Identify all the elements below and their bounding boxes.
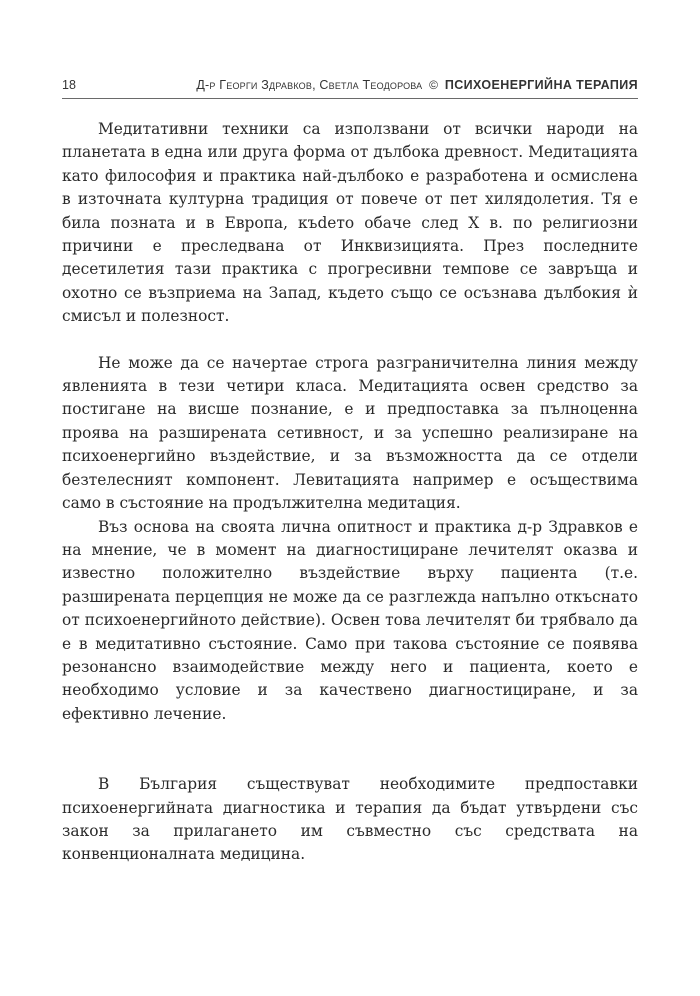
paragraph-classes-boundary: Не може да се начертае строга разграничителна линия между явленията в тези четири класа. Медитацията освен средство за постигане на висше познание, е и предпоставка за пълноценна проява на разширената сетивност, и за успешно реализиране на психоенергийно въздействие, и за възможността да се отдели безтелесният компонент. Левитацията например е осъществима само в състояние на продължителна медитация.: [62, 353, 638, 513]
header-right: [196, 78, 638, 92]
page-body: [62, 118, 638, 867]
page-number: 18: [62, 78, 76, 92]
paragraph-author-opinion: Въз основа на своята лична опитност и практика д-р Здравков е на мнение, че в момент на диагностициране лечителят оказва и известно положително въздействие върху пациента (т.е. разширената перцепция не може да се разглежда напълно откъснато от психоенергийното действие). Освен това лечителят би трябвало да е в медитативно състояние. Само при такова състояние се появява резонансно взаимодействие между него и пациента, което е необходимо условие и за качествено диагностициране, и за ефективно лечение.: [62, 517, 638, 723]
paragraph-spacer: [62, 329, 638, 352]
paragraph-spacer: [62, 726, 638, 773]
header-authors: Д-р Георги Здравков, Светла Теодорова: [196, 78, 423, 92]
paragraph-meditation-history: Медитативни техники са използвани от всички народи на планетата в една или друга форма от дълбока древност. Медитацията като философия и практика най-дълбоко е разработена и осмислена в източната културна традиция от повече от пет хилядолетия. Тя е била позната и в Европа, къdето обаче след X в. по религиозни причини е преследвана от Инквизицията. През последните десетилетия тази практика с прогресивни темпове се завръща и охотно се възприема на Запад, където също се осъзнава дълбокия ѝ смисъл и полезност.: [62, 120, 638, 326]
copyright-separator: ©: [429, 78, 439, 92]
paragraph-bulgaria: В България съществуват необходимите предпоставки психоенергийната диагностика и терапия да бъдат утвърдени със закон за прилагането им съвместно със средствата на конвенционалната медицина.: [62, 775, 638, 864]
running-header: [62, 78, 638, 99]
header-book-title: ПСИХОЕНЕРГИЙНА ТЕРАПИЯ: [444, 78, 638, 92]
